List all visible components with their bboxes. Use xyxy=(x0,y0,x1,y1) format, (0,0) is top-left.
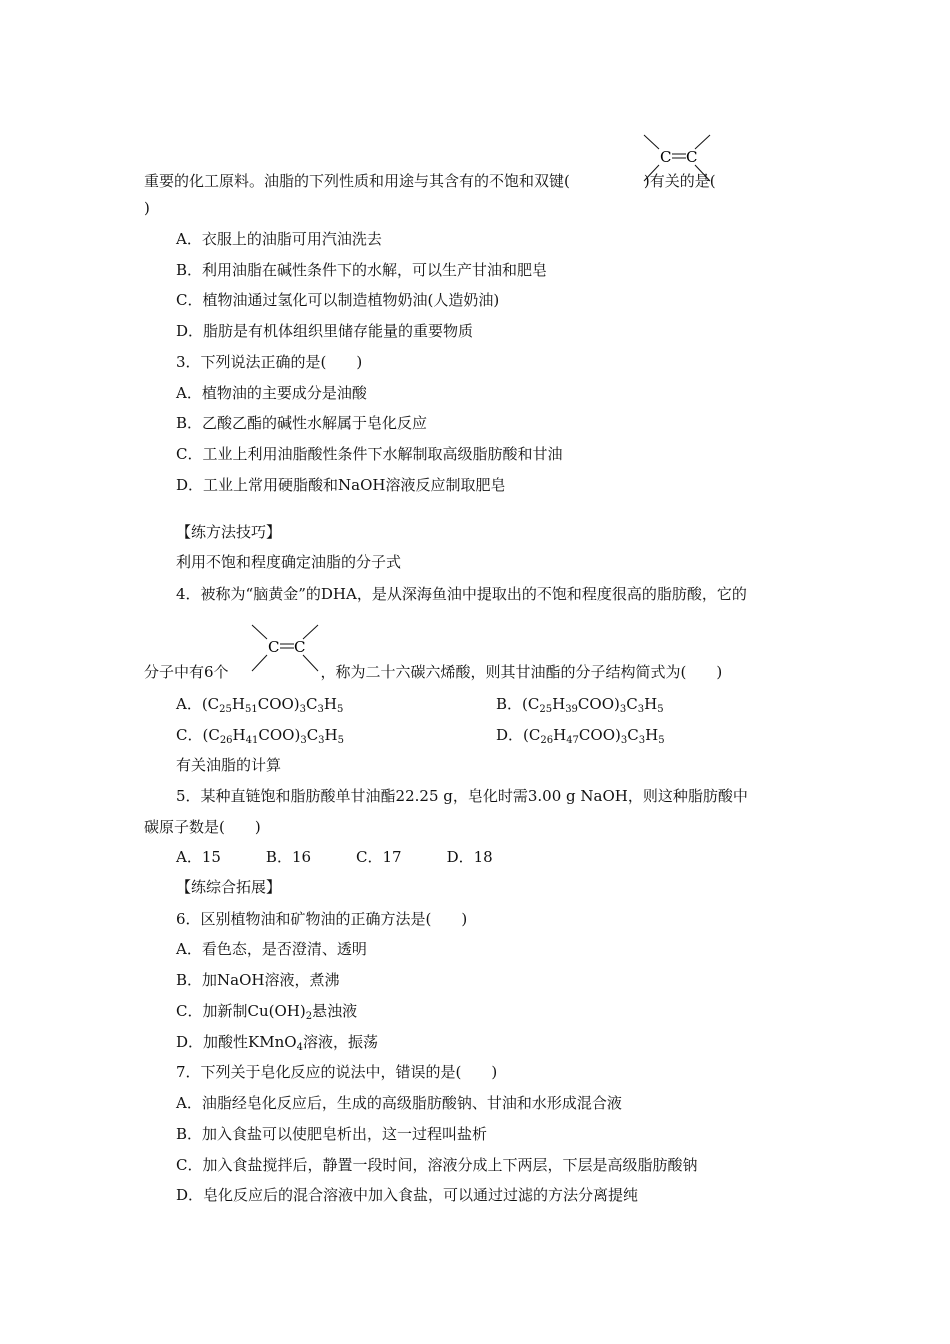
q2-stem-part-b: )有关的是( xyxy=(643,172,716,190)
q7-option-a: A．油脂经皂化反应后，生成的高级脂肪酸钠、甘油和水形成混合液 xyxy=(176,1094,622,1112)
q3-option-c: C．工业上利用油脂酸性条件下水解制取高级脂肪酸和甘油 xyxy=(176,445,563,463)
q3-option-b: B．乙酸乙酯的碱性水解属于皂化反应 xyxy=(176,414,428,432)
q4-stem-line2 xyxy=(144,662,722,682)
q4-option-a: A．$(C_{25}H_{51}COO)_3C_3H_5$ xyxy=(176,695,344,715)
q2-option-d: D．脂肪是有机体组织里储存能量的重要物质 xyxy=(176,322,474,340)
q3-option-d: D．工业上常用硬脂酸和NaOH溶液反应制取肥皂 xyxy=(176,476,506,494)
q6-option-a: A．看色态，是否澄清、透明 xyxy=(176,940,367,958)
bond-atom-right: C xyxy=(294,638,306,656)
q7-option-c: C．加入食盐搅拌后，静置一段时间，溶液分成上下两层，下层是高级脂肪酸钠 xyxy=(176,1156,698,1174)
q2-option-a: A．衣服上的油脂可用汽油洗去 xyxy=(176,230,382,248)
q2-stem-line2: ) xyxy=(144,199,150,217)
q6-option-c: C．加新制$Cu(OH)_2$悬浊液 xyxy=(176,1002,358,1022)
bond-atom-left: C xyxy=(660,148,672,166)
topic-calculation: 有关油脂的计算 xyxy=(176,756,282,774)
q6-stem: 6．区别植物油和矿物油的正确方法是( ) xyxy=(176,910,468,928)
q2-stem-line1 xyxy=(144,171,716,191)
topic-unsaturation: 利用不饱和程度确定油脂的分子式 xyxy=(176,553,402,571)
q4-option-d: D．$(C_{26}H_{47}COO)_3C_3H_5$ xyxy=(496,726,665,746)
bond-atom-right: C xyxy=(686,148,698,166)
q4-option-c: C．$(C_{26}H_{41}COO)_3C_3H_5$ xyxy=(176,726,345,746)
q6-option-d: D．加酸性KMnO$_4$溶液，振荡 xyxy=(176,1033,378,1053)
q7-option-b: B．加入食盐可以使肥皂析出，这一过程叫盐析 xyxy=(176,1125,488,1143)
q4-stem-part-a: 分子中有6个 xyxy=(144,663,229,681)
q2-option-c: C．植物油通过氢化可以制造植物奶油(人造奶油) xyxy=(176,291,500,309)
double-bond-structure-2 xyxy=(248,622,324,676)
q7-stem: 7．下列关于皂化反应的说法中，错误的是( ) xyxy=(176,1063,498,1081)
q4-stem-line1: 4．被称为“脑黄金”的DHA，是从深海鱼油中提取出的不饱和程度很高的脂肪酸，它的 xyxy=(176,585,747,603)
q4-option-b: B．$(C_{25}H_{39}COO)_3C_3H_5$ xyxy=(496,695,664,715)
double-bond-structure-1 xyxy=(640,132,716,186)
bond-atom-left: C xyxy=(268,638,280,656)
q5-options: A．15 B．16 C．17 D．18 xyxy=(176,848,493,866)
q4-stem-part-b: ，称为二十六碳六烯酸，则其甘油酯的分子结构简式为( ) xyxy=(320,663,723,681)
section-title-comprehensive: 【练综合拓展】 xyxy=(176,878,282,896)
q2-stem-part-a: 重要的化工原料。油脂的下列性质和用途与其含有的不饱和双键( xyxy=(144,172,570,190)
q7-option-d: D．皂化反应后的混合溶液中加入食盐，可以通过过滤的方法分离提纯 xyxy=(176,1186,639,1204)
q3-option-a: A．植物油的主要成分是油酸 xyxy=(176,384,367,402)
q5-stem-line2: 碳原子数是( ) xyxy=(144,818,261,836)
q5-stem-line1: 5．某种直链饱和脂肪酸单甘油酯22.25 g，皂化时需3.00 g NaOH，则这种脂肪酸中 xyxy=(176,787,748,805)
section-title-methods: 【练方法技巧】 xyxy=(176,523,282,541)
q2-option-b: B．利用油脂在碱性条件下的水解，可以生产甘油和肥皂 xyxy=(176,261,548,279)
q6-option-b: B．加NaOH溶液，煮沸 xyxy=(176,971,340,989)
q3-stem: 3．下列说法正确的是( ) xyxy=(176,353,363,371)
